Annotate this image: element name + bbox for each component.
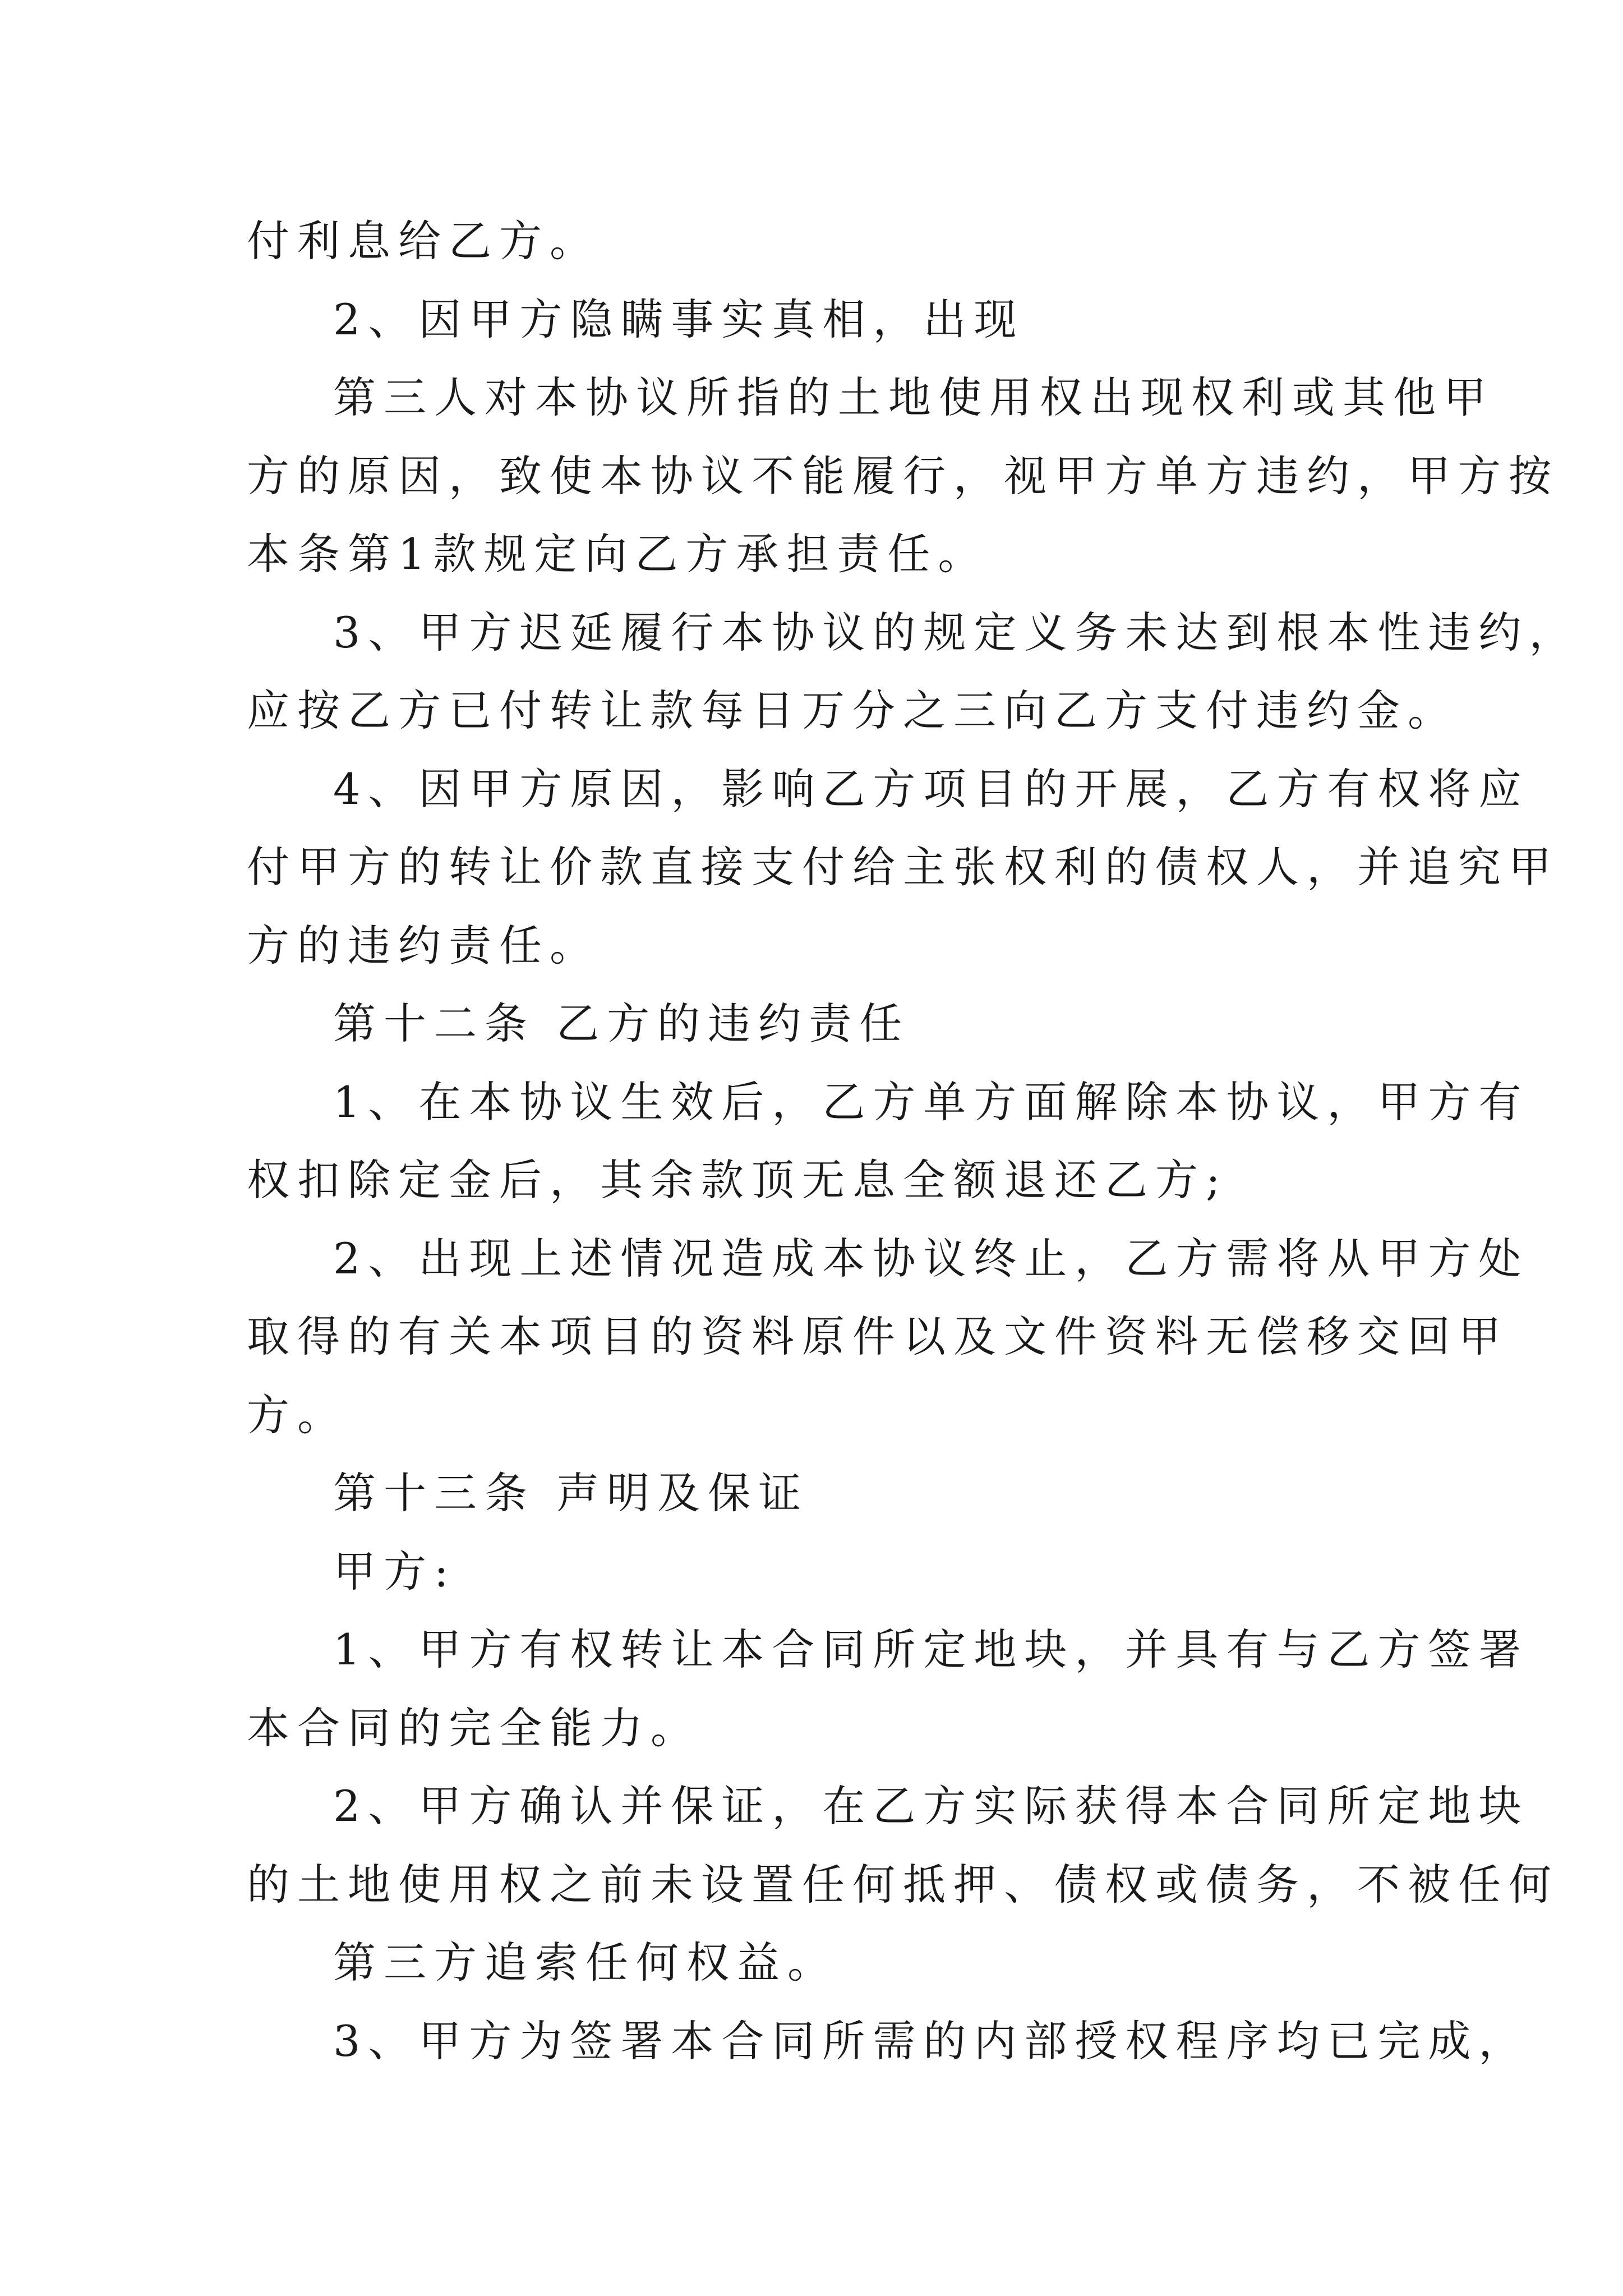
document-line: 本合同的完全能力。 [247,1703,701,1753]
document-line: 3、甲方为签署本合同所需的内部授权程序均已完成， [333,2016,1529,2066]
document-line: 应按乙方已付转让款每日万分之三向乙方支付违约金。 [247,685,1458,735]
document-line: 甲方: [333,1546,457,1596]
document-line: 2、甲方确认并保证，在乙方实际获得本合同所定地块 [333,1781,1529,1831]
document-line: 1、在本协议生效后，乙方单方面解除本协议，甲方有 [333,1076,1529,1127]
document-line: 的土地使用权之前未设置任何抵押、债权或债务，不被任何 [247,1859,1559,1910]
document-line: 本条第1款规定向乙方承担责任。 [247,529,989,579]
document-line: 权扣除定金后，其余款顶无息全额退还乙方; [247,1155,1228,1205]
document-line: 第十二条 乙方的违约责任 [333,999,910,1048]
document-line: 付甲方的转让价款直接支付给主张权利的债权人，并追究甲 [247,842,1559,892]
document-line: 4、因甲方原因，影响乙方项目的开展，乙方有权将应 [333,763,1529,814]
document-line: 2、因甲方隐瞒事实真相，出现 [333,294,1025,344]
document-line: 付利息给乙方。 [247,216,600,266]
document-line: 方的违约责任。 [247,920,600,970]
document-line: 1、甲方有权转让本合同所定地块，并具有与乙方签署 [333,1625,1529,1674]
document-body [247,202,1580,2080]
document-line: 方。 [247,1389,348,1440]
document-line: 第三方追索任何权益。 [333,1938,838,1987]
document-line: 方的原因，致使本协议不能履行，视甲方单方违约，甲方按 [247,450,1559,501]
document-line: 2、出现上述情况造成本协议终止，乙方需将从甲方处 [333,1233,1529,1283]
document-line: 第三人对本协议所指的土地使用权出现权利或其他甲 [333,372,1494,422]
document-line: 取得的有关本项目的资料原件以及文件资料无偿移交回甲 [247,1312,1509,1361]
document-line: 第十三条 声明及保证 [333,1468,809,1518]
document-line: 3、甲方迟延履行本协议的规定义务未达到根本性违约， [333,607,1580,657]
